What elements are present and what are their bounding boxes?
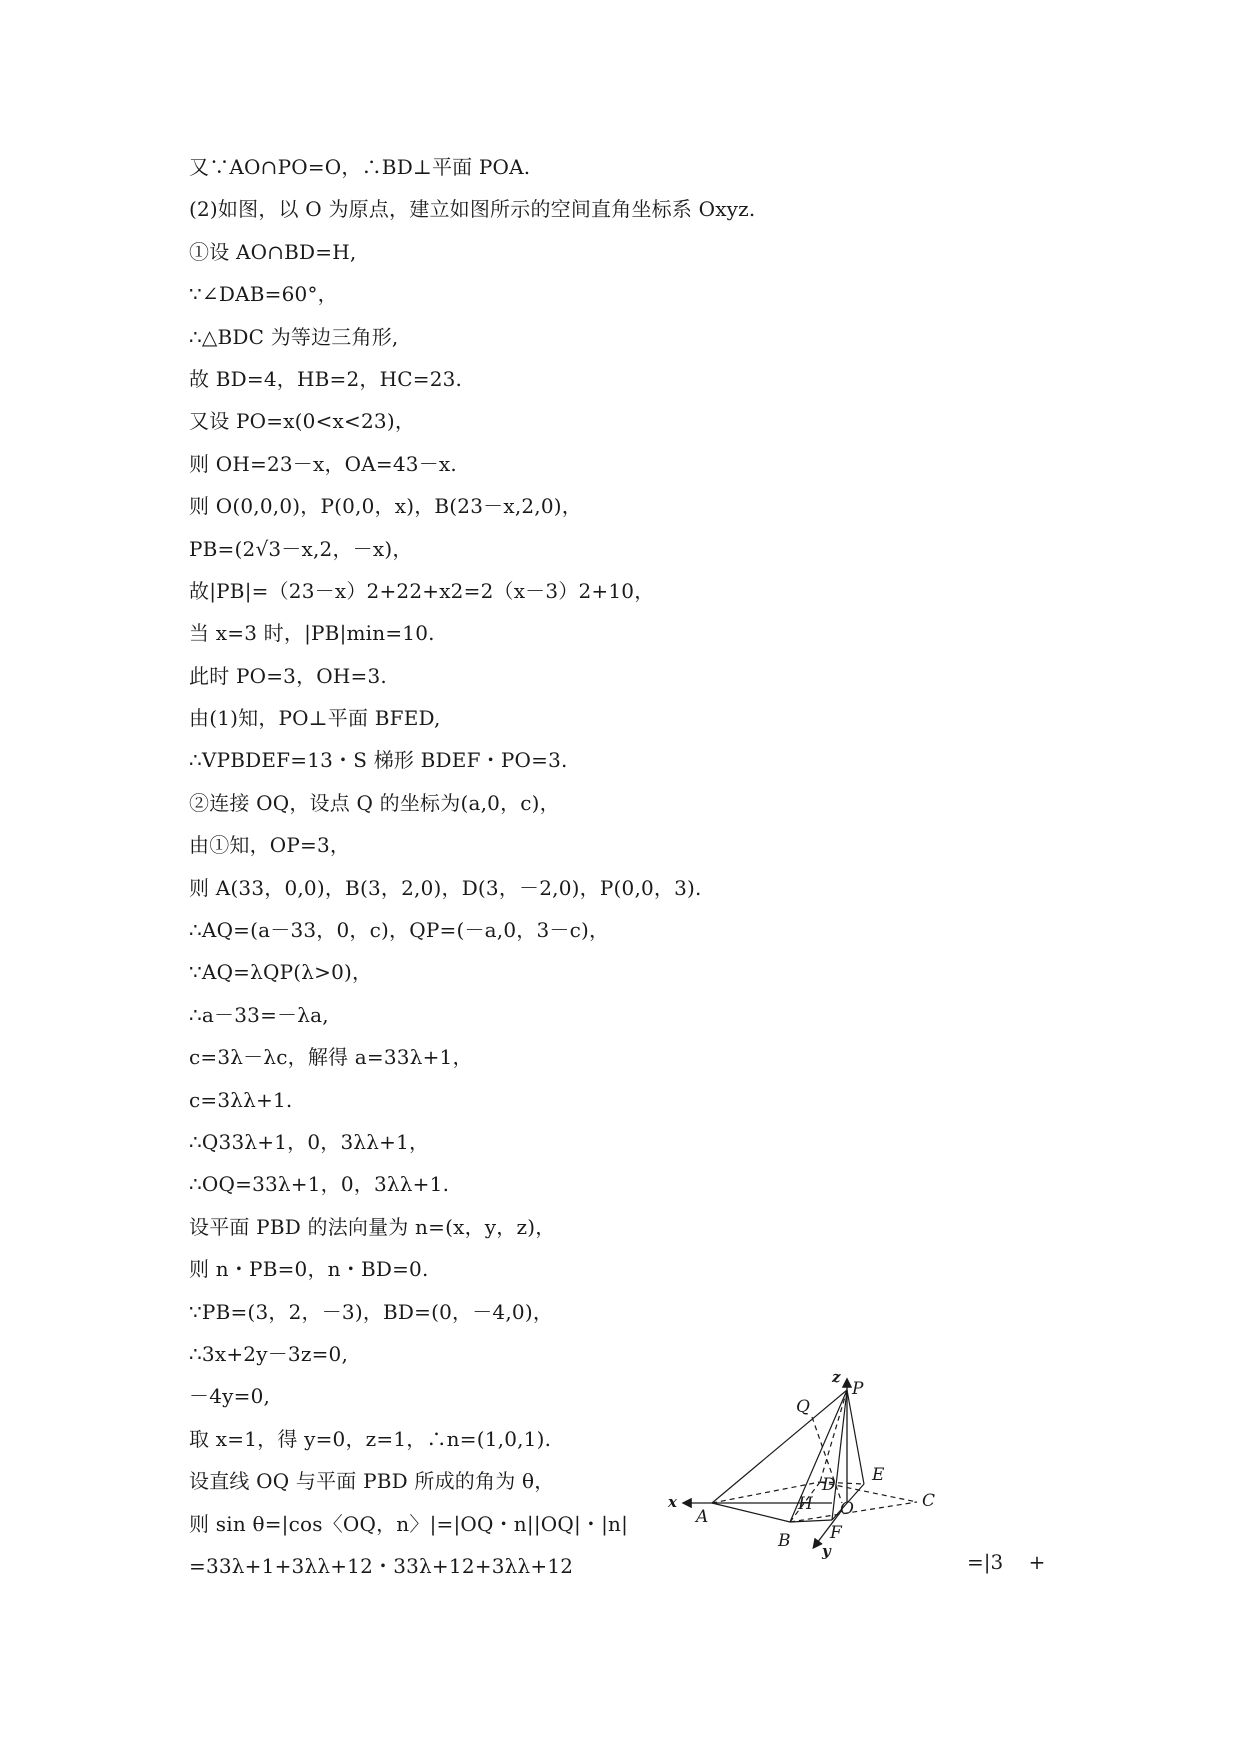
text-line: 又∵AO∩PO=O，∴BD⊥平面 POA. [189, 155, 531, 179]
point-A-label: A [696, 1507, 709, 1527]
text-line: 则 n・PB=0，n・BD=0. [189, 1257, 429, 1282]
text-line: 则 OH=23－x，OA=43－x. [189, 451, 457, 476]
text-line: (2)如图，以 O 为原点，建立如图所示的空间直角坐标系 Oxyz. [189, 197, 756, 222]
text-line: c=3λλ+1. [189, 1087, 293, 1112]
text-line: 则 sin θ=|cos〈OQ，n〉|=|OQ・n||OQ|・|n| [189, 1511, 629, 1536]
text-line: 故|PB|=（23－x）2+22+x2=2（x－3）2+10， [189, 578, 655, 603]
text-line: 设直线 OQ 与平面 PBD 所成的角为 θ， [189, 1469, 555, 1494]
point-P-label: P [852, 1379, 864, 1399]
edge-AB [712, 1503, 790, 1522]
text-line: ∴a－33=－λa, [189, 1002, 329, 1027]
text-line: ∵∠DAB=60°， [189, 282, 338, 307]
y-axis-label: y [822, 1542, 831, 1560]
pyramid-diagram-svg [668, 1368, 952, 1568]
point-O-label: O [840, 1499, 854, 1519]
text-line: ∴△BDC 为等边三角形, [189, 324, 399, 349]
text-line: ①设 AO∩BD=H, [189, 239, 357, 264]
text-line: ∴Q33λ+1，0，3λλ+1， [189, 1129, 430, 1154]
text-line: －4y=0, [189, 1384, 271, 1409]
edge-BF [790, 1520, 832, 1522]
text-line: 当 x=3 时，|PB|min=10. [189, 621, 435, 646]
text-line: 由①知，OP=3， [189, 833, 351, 858]
text-line: 由(1)知，PO⊥平面 BFED, [189, 706, 441, 731]
text-line: ∴AQ=(a－33，0，c)，QP=(－a,0，3－c)， [189, 918, 610, 943]
point-B-label: B [778, 1531, 791, 1551]
text-line: ∴3x+2y－3z=0, [189, 1341, 349, 1366]
point-D-label: D [822, 1475, 836, 1495]
text-line: 又设 PO=x(0<x<23)， [189, 409, 416, 434]
edge-PE [847, 1390, 864, 1484]
point-Q-label: Q [796, 1397, 810, 1417]
equation-continuation: =|3 + [967, 1550, 1046, 1574]
text-line: 则 A(33，0,0)，B(3，2,0)，D(3，－2,0)，P(0,0，3). [189, 875, 702, 900]
text-line: ∵AQ=λQP(λ>0)， [189, 960, 373, 985]
point-H-label: H [798, 1494, 813, 1514]
point-C-label: C [922, 1491, 936, 1511]
text-line: 则 O(0,0,0)，P(0,0，x)，B(23－x,2,0)， [189, 494, 582, 519]
edge-PD [820, 1390, 847, 1482]
pyramid-diagram [668, 1368, 952, 1568]
point-F-label: F [830, 1523, 842, 1543]
text-line: ∴OQ=33λ+1，0，3λλ+1. [189, 1172, 450, 1197]
text-line: ∴VPBDEF=13・S 梯形 BDEF・PO=3. [189, 748, 568, 773]
text-line: 故 BD=4，HB=2，HC=23. [189, 366, 463, 391]
text-line: ②连接 OQ，设点 Q 的坐标为(a,0，c)， [189, 790, 560, 815]
x-axis-label: x [668, 1493, 677, 1511]
z-axis-label: z [832, 1368, 841, 1386]
text-line: 取 x=1，得 y=0，z=1，∴n=(1,0,1). [189, 1426, 552, 1451]
point-E-label: E [872, 1465, 885, 1485]
text-line: PB=(2√3－x,2，－x)， [189, 536, 413, 561]
text-line: ∵PB=(3，2，－3)，BD=(0，－4,0)， [189, 1299, 554, 1324]
text-line: c=3λ－λc，解得 a=33λ+1， [189, 1045, 473, 1070]
text-line: =33λ+1+3λλ+12・33λ+12+3λλ+12 [189, 1553, 574, 1578]
text-line: 设平面 PBD 的法向量为 n=(x，y，z)， [189, 1214, 556, 1239]
text-line: 此时 PO=3，OH=3. [189, 663, 387, 688]
